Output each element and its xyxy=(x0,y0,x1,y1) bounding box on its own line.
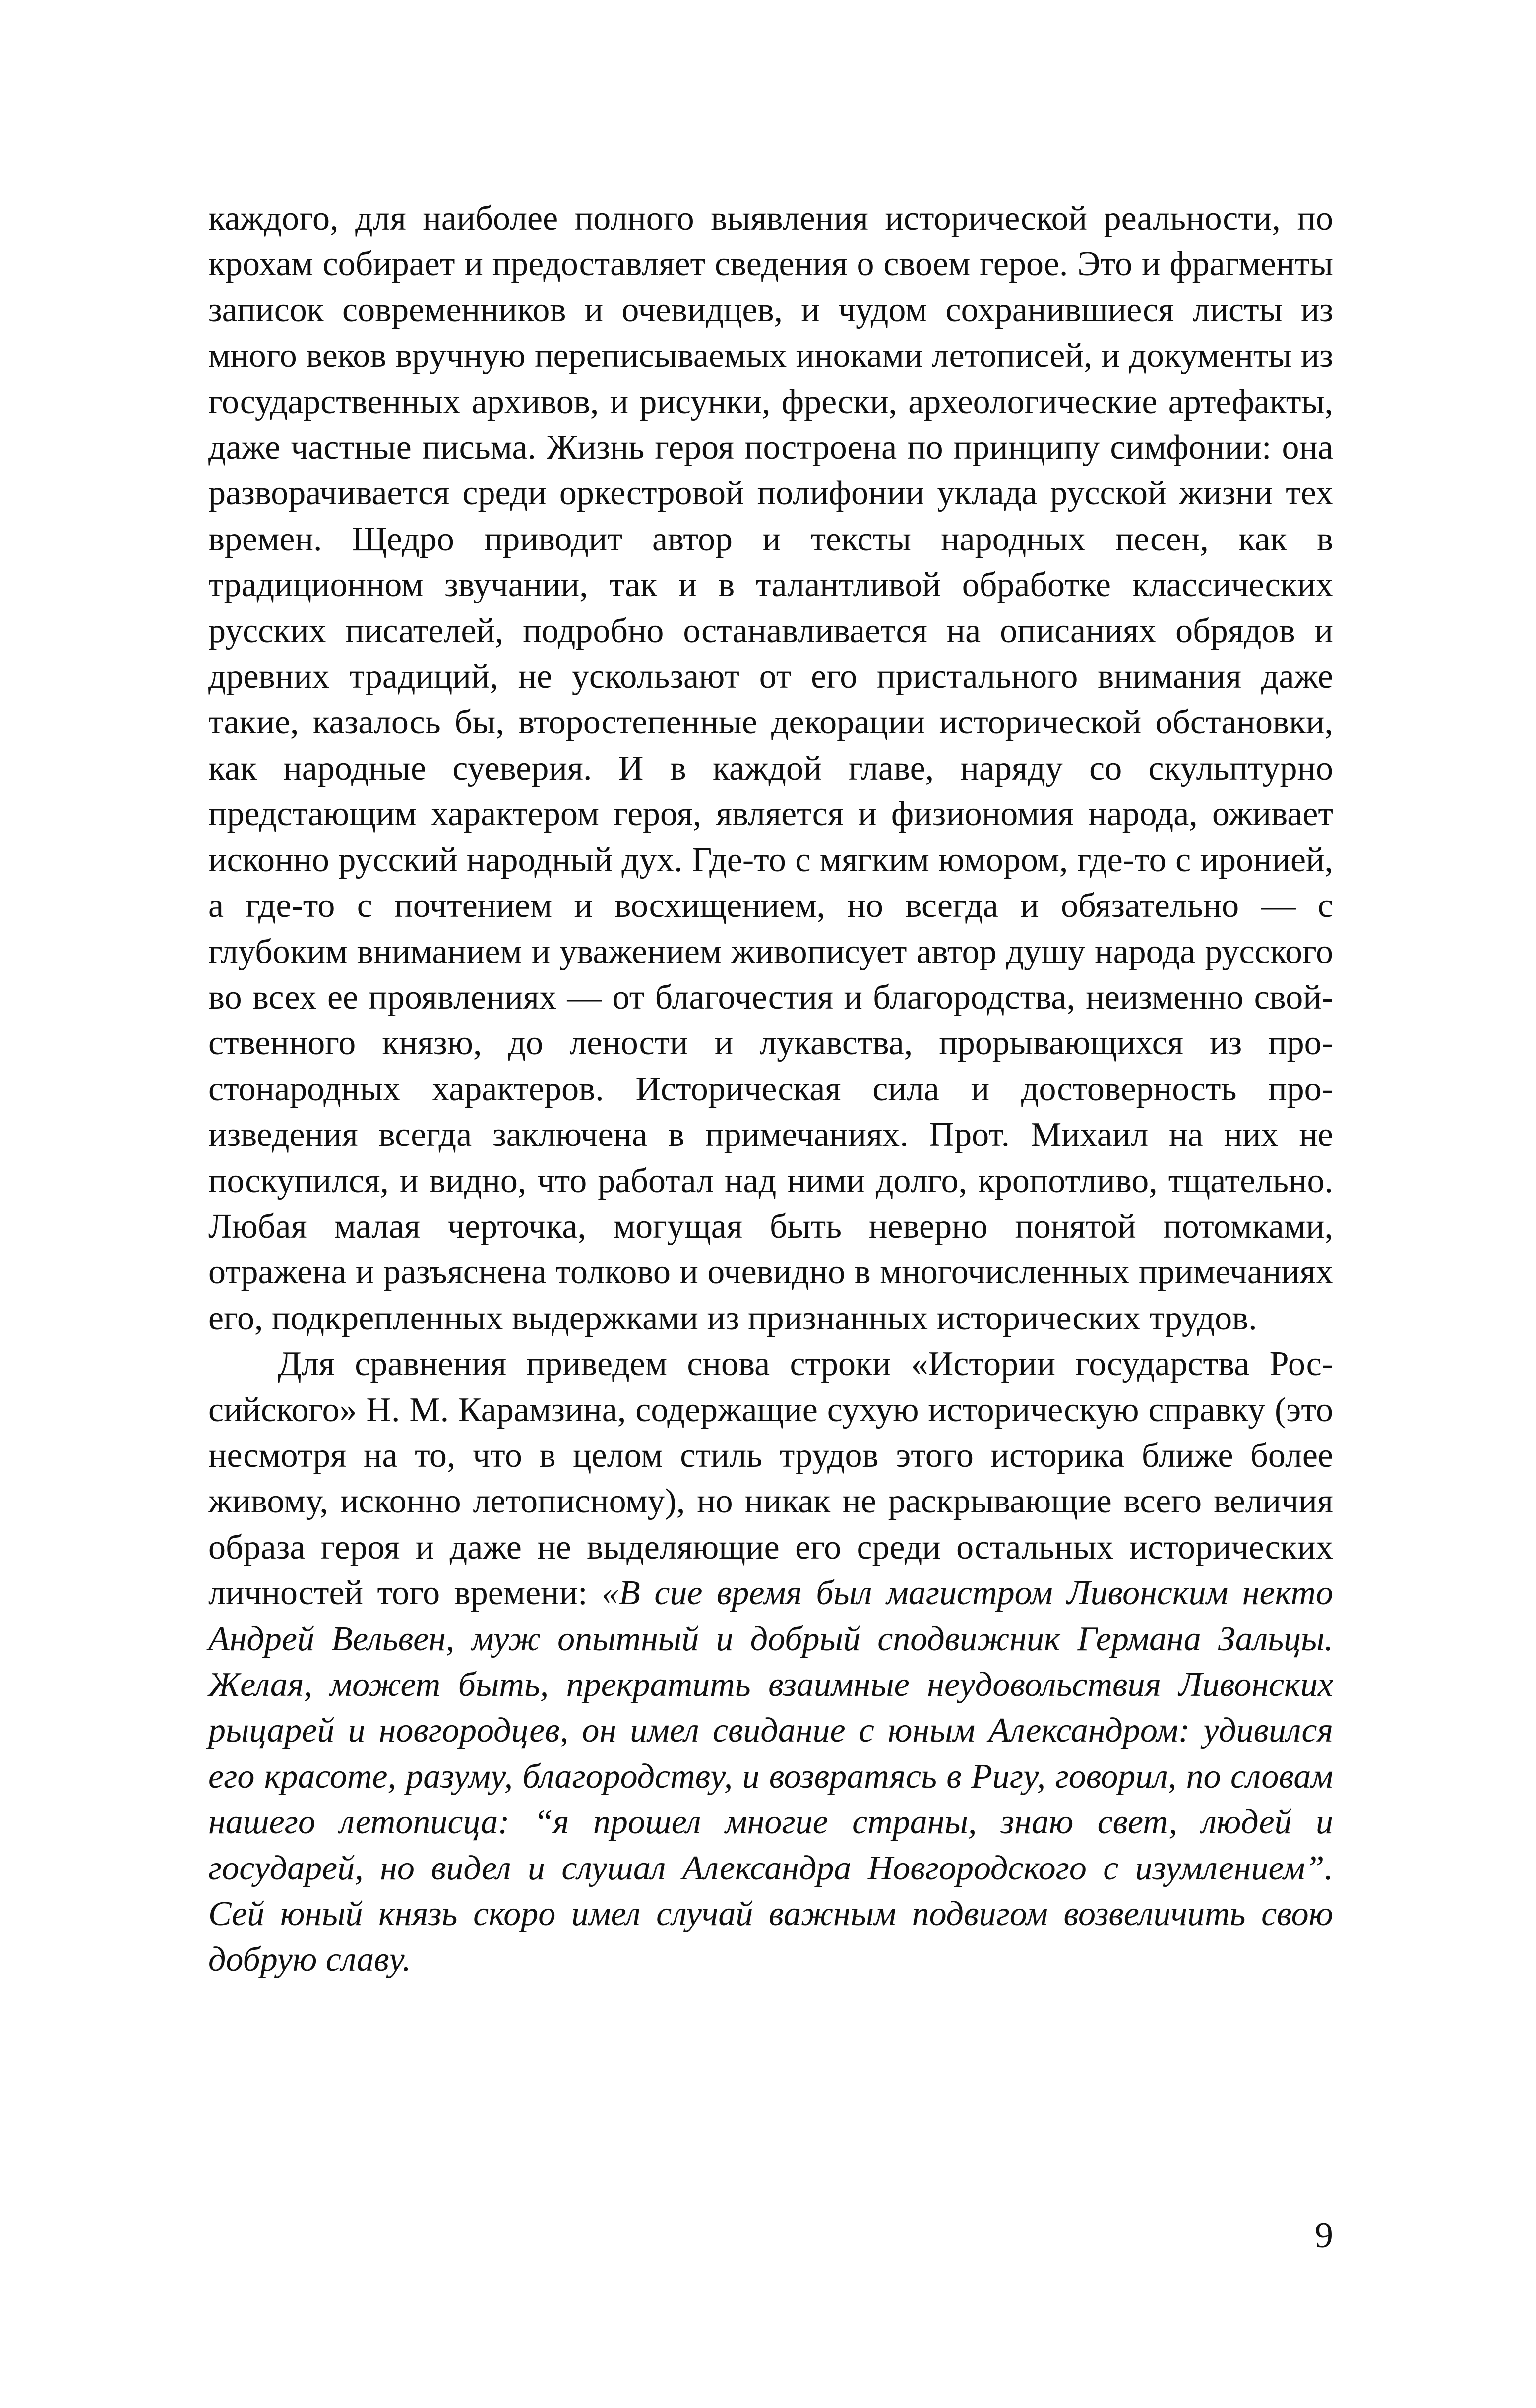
karamzin-quote: «В сие время был магистром Ливонским некто Андрей Вельвен, муж опытный и добрый сподвижник Германа Зальцы. Желая, может быть, прекратить взаимные неудовольствия Ливонских рыцарей и новгородцев, он имел свидание с юным Александром: удивился его красоте, разуму, благородству, и возвратясь в Ригу, говорил, по словам нашего летописца: “я прошел многие страны, знаю свет, людей и государей, но видел и слушал Александра Новгородского с изумлением”. Сей юный князь скоро имел случай важным подвигом возвеличить свою добрую славу. xyxy=(208,1574,1333,1979)
paragraph-2-lead: Для сравнения приведем снова строки «Истории государства Российского» Н. М. Карамзина, содержащие сухую историческую справку (это несмотря на то, что в целом стиль трудов этого историка ближе более живому, исконно летописному), но никак не раскрывающие всего величия образа героя и даже не выделяющие его среди остальных исторических личностей того времени: xyxy=(208,1345,1333,1613)
paragraph-2 xyxy=(208,1341,1333,1983)
body-text xyxy=(208,196,1333,1983)
paragraph-1: каждого, для наиболее полного выявления исторической реальности, по крохам собирает и предоставляет сведения о своем герое. Это и фрагменты записок современников и очевидцев, и чудом сохранившиеся листы из много веков вручную переписываемых иноками летописей, и документы из государственных архивов, и рисунки, фрески, археологические артефакты, даже частные письма. Жизнь героя построена по принципу симфонии: она разворачивается среди оркестровой полифонии уклада русской жизни тех времен. Щедро приводит автор и тексты народных песен, как в традиционном звучании, так и в талантливой обработке классических русских писателей, подробно останавливается на описаниях обрядов и древних традиций, не ускользают от его пристального внимания даже такие, казалось бы, второстепенные декорации исторической обстановки, как народные суеверия. И в каждой главе, наряду со скульптурно предстающим характером героя, является и физиономия народа, оживает исконно русский народный дух. Где-то с мягким юмором, где-то с иронией, а где-то с почтением и восхищением, но всегда и обязательно — с глубоким вниманием и уважением живописует автор душу народа русского во всех ее проявлениях — от благочестия и благородства, неизменно свойственного князю, до лености и лукавства, прорывающихся из простонародных характеров. Историческая сила и достоверность произведения всегда заключена в примечаниях. Прот. Михаил на них не поскупился, и видно, что работал над ними долго, кропотливо, тщательно. Любая малая черточка, могущая быть неверно понятой потомками, отражена и разъяснена толково и очевидно в многочисленных примечаниях его, подкрепленных выдержками из признанных исторических трудов. xyxy=(208,199,1333,1337)
page-number: 9 xyxy=(1315,2215,1333,2256)
